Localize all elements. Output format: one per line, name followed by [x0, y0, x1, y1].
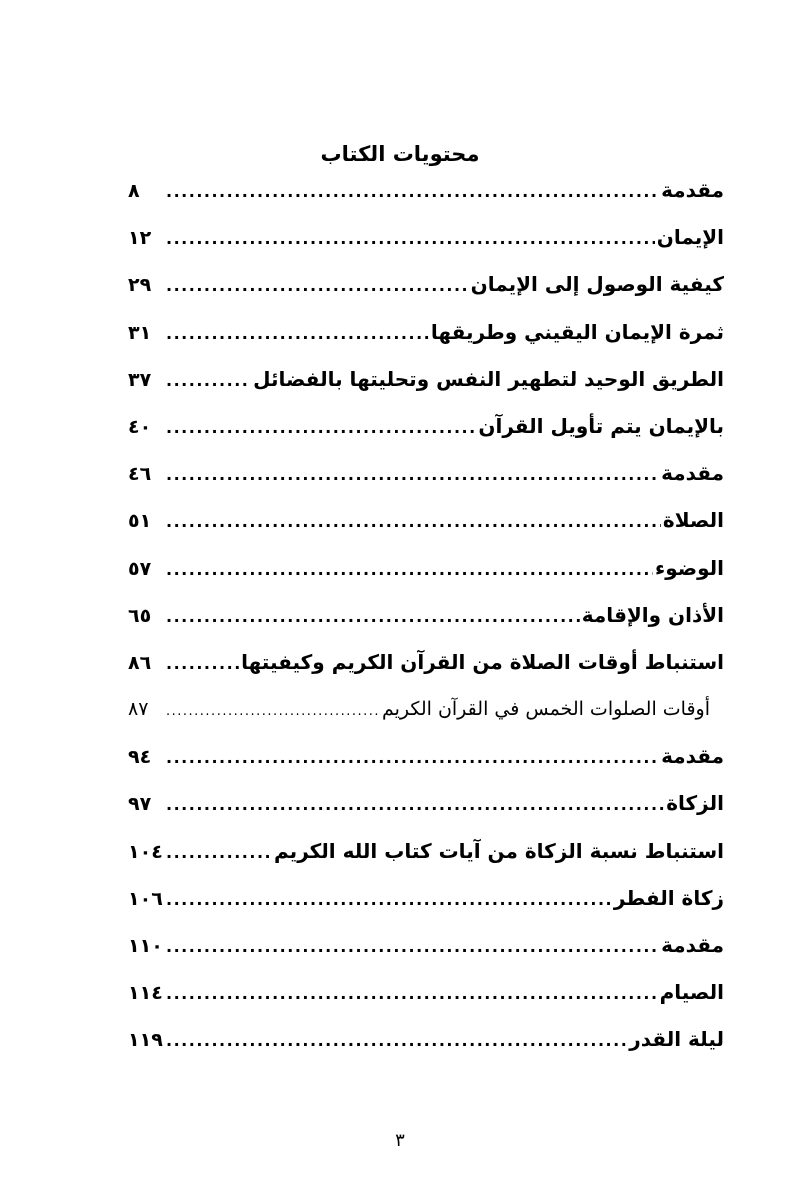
toc-leader-dots — [166, 172, 659, 212]
toc-entry[interactable] — [128, 217, 724, 264]
toc-entry-title: مقدمة — [661, 178, 724, 202]
toc-entry[interactable] — [128, 783, 724, 830]
toc-page-number: ٢٩ — [128, 274, 152, 297]
toc-leader-dots — [166, 455, 659, 495]
toc-page-number: ١١٠ — [128, 935, 163, 957]
toc-page-number: ١٢ — [128, 227, 152, 250]
toc-entry[interactable] — [128, 972, 724, 1019]
toc-entry[interactable] — [128, 548, 724, 595]
toc-page-number: ٨٧ — [128, 698, 149, 721]
toc-page-number: ١١٩ — [128, 1029, 163, 1052]
toc-page-number: ٨ — [128, 180, 140, 202]
toc-entry-title: كيفية الوصول إلى الإيمان — [470, 272, 724, 297]
toc-page-number: ١١٤ — [128, 982, 163, 1005]
toc-page-number: ٤٠ — [128, 415, 152, 438]
toc-page-number: ٨٦ — [128, 651, 152, 674]
toc-leader-dots — [166, 644, 239, 684]
toc-entry-title: زكاة الفطر — [613, 885, 724, 910]
toc-entry[interactable] — [128, 264, 724, 311]
toc-entry-title: استنباط أوقات الصلاة من القرآن الكريم وكيفيتها — [241, 649, 724, 674]
toc-page-number: ٩٤ — [128, 746, 152, 769]
toc-entry[interactable] — [128, 736, 724, 783]
toc-entry[interactable] — [128, 1019, 724, 1066]
toc-entry[interactable] — [128, 642, 724, 689]
toc-leader-dots — [166, 550, 653, 590]
toc-leader-dots — [166, 597, 580, 637]
page-title: محتويات الكتاب — [320, 142, 480, 166]
toc-entry[interactable] — [128, 453, 724, 500]
toc-leader-dots — [166, 974, 658, 1014]
toc-entry[interactable] — [128, 312, 724, 359]
toc-leader-dots — [166, 314, 429, 354]
toc-entry-title: أوقات الصلوات الخمس في القرآن الكريم — [381, 698, 710, 721]
toc-entry-title: مقدمة — [661, 461, 724, 486]
toc-leader-dots — [166, 502, 661, 542]
toc-page-number: ٦٥ — [128, 604, 152, 627]
toc-leader-dots — [166, 927, 659, 967]
toc-entry-title: الصيام — [659, 980, 724, 1005]
toc-page-number: ٤٦ — [128, 463, 152, 486]
toc-entry-title: الصلاة — [662, 508, 724, 533]
toc-leader-dots — [166, 408, 476, 448]
toc-page-number: ٥٧ — [128, 557, 152, 580]
toc-entry-title: الزكاة — [666, 791, 724, 816]
toc-entry[interactable] — [128, 595, 724, 642]
toc-entry-title: مقدمة — [661, 933, 724, 957]
toc-leader-dots — [166, 785, 664, 825]
toc-entry[interactable] — [128, 500, 724, 547]
toc-entry-title: الأذان والإقامة — [581, 602, 724, 627]
toc-leader-dots — [166, 1021, 627, 1061]
toc-entry-title: الإيمان — [656, 225, 724, 250]
toc-entry-title: مقدمة — [661, 744, 724, 769]
toc-entry-title: ليلة القدر — [629, 1027, 724, 1052]
toc-page-number: ٣١ — [128, 321, 152, 344]
toc-leader-dots — [166, 880, 612, 920]
toc-entry[interactable] — [128, 170, 724, 217]
toc-entry-title: ثمرة الإيمان اليقيني وطريقها — [430, 319, 724, 344]
toc-entry[interactable] — [128, 359, 724, 406]
toc-leader-dots — [166, 692, 380, 732]
toc-entry-title: الطريق الوحيد لتطهير النفس وتحليتها بالفضائل — [253, 366, 724, 391]
toc-entry-title: استنباط نسبة الزكاة من آيات كتاب الله الكريم — [274, 838, 724, 863]
toc-entry[interactable] — [128, 831, 724, 878]
table-of-contents — [128, 170, 724, 1067]
toc-entry-title: الوضوء — [655, 555, 724, 580]
toc-page-number: ٣٧ — [128, 368, 152, 391]
toc-page-number: ١٠٤ — [128, 840, 163, 863]
toc-entry[interactable] — [128, 878, 724, 925]
toc-leader-dots — [166, 266, 469, 306]
toc-leader-dots — [166, 219, 655, 259]
toc-leader-dots — [166, 833, 272, 873]
page-number: ٣ — [395, 1130, 405, 1151]
toc-leader-dots — [166, 361, 251, 401]
toc-entry[interactable] — [128, 925, 724, 972]
toc-page-number: ١٠٦ — [128, 887, 163, 910]
toc-page-number: ٩٧ — [128, 793, 152, 816]
toc-entry-title: بالإيمان يتم تأويل القرآن — [478, 413, 724, 438]
toc-leader-dots — [166, 738, 659, 778]
toc-subentry[interactable] — [128, 689, 724, 736]
toc-page-number: ٥١ — [128, 510, 152, 533]
toc-entry[interactable] — [128, 406, 724, 453]
